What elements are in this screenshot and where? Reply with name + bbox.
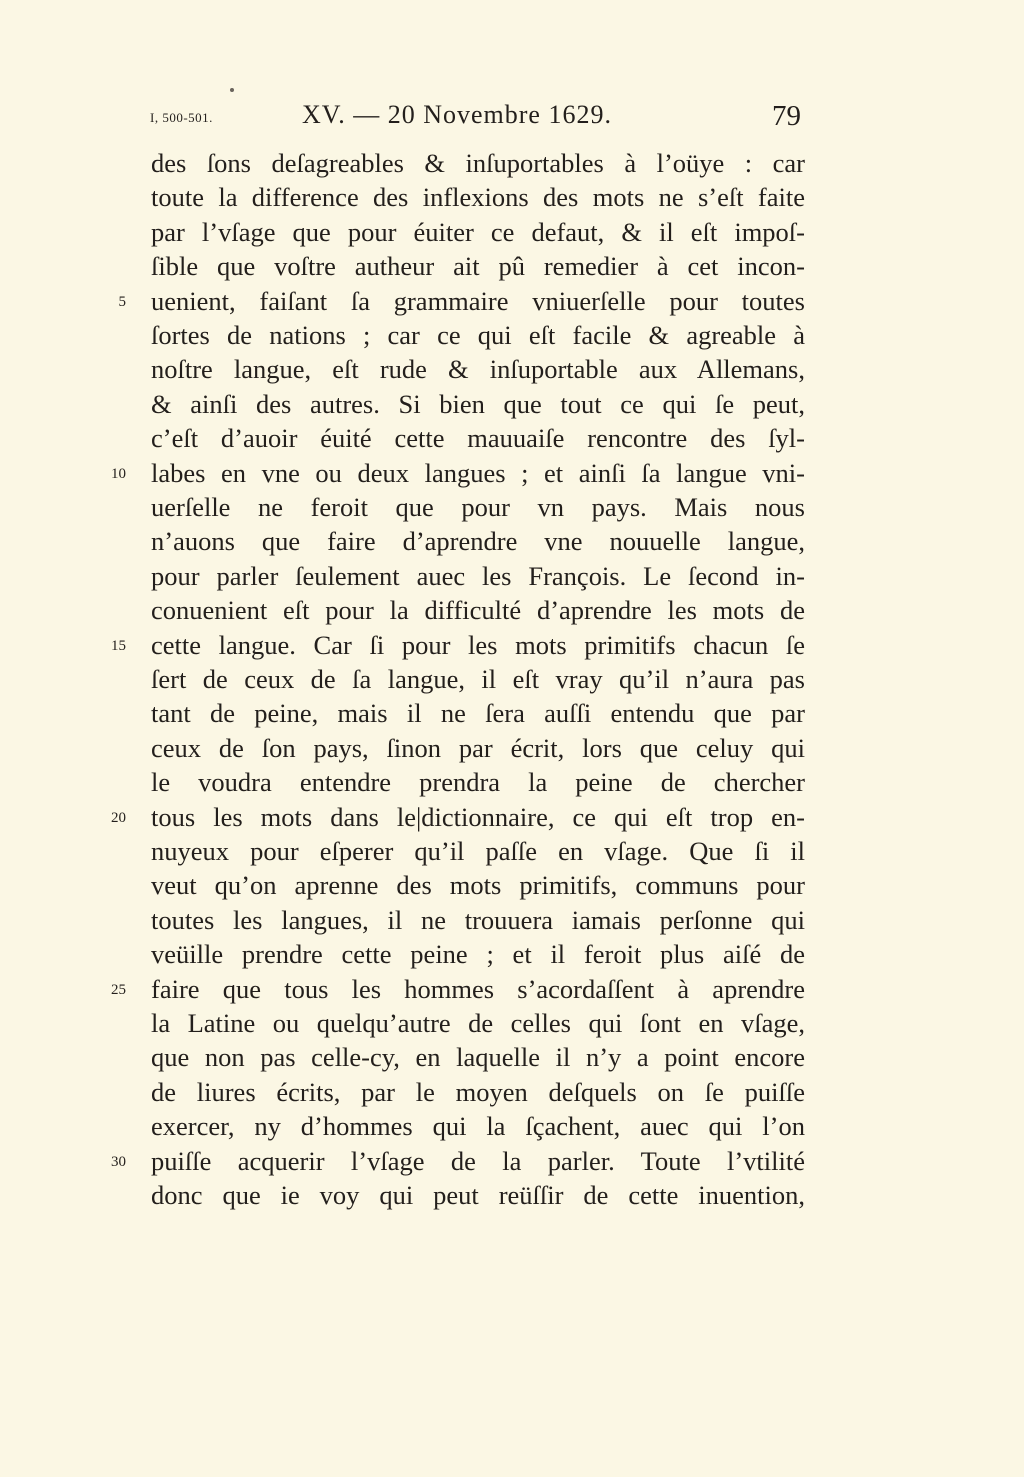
text-line: ceux de ſon pays, ſinon par écrit, lors que celuy qui (151, 732, 805, 763)
line-number: 15 (111, 637, 126, 654)
text-line: que non pas celle-cy, en laquelle il n’y a point encore (151, 1042, 805, 1073)
text-line: de liures écrits, par le moyen deſquels on ſe puiſſe (151, 1076, 805, 1107)
text-line: ſortes de nations ; car ce qui eſt facile & agreable à (151, 320, 805, 350)
running-header (0, 98, 1024, 142)
text-line: faire que tous les hommes s’acordaſſent à aprendre (151, 973, 805, 1004)
letter-title: XV. — 20 Novembre 1629. (302, 100, 612, 129)
ink-dot (230, 88, 234, 92)
text-line: uenient, faiſant ſa grammaire vniuerſelle pour toutes (151, 285, 805, 316)
text-line: le voudra entendre prendra la peine de chercher (151, 767, 805, 798)
text-line: uerſelle ne feroit que pour vn pays. Mais nous (151, 492, 805, 522)
text-line: nuyeux pour eſperer qu’il paſſe en vſage. Que ſi il (151, 836, 805, 866)
text-line: tant de peine, mais il ne ſera auſſi entendu que par (151, 698, 805, 729)
text-line: ſert de ceux de ſa langue, il eſt vray qu’il n’aura pas (151, 664, 805, 694)
text-line: veut qu’on aprenne des mots primitifs, communs pour (151, 870, 805, 901)
text-line: des ſons deſagreables & inſuportables à l’oüye : car (151, 148, 805, 178)
text-line: ſible que voſtre autheur ait pû remedier à cet incon- (151, 251, 805, 282)
text-line: veüille prendre cette peine ; et il feroit plus aiſé de (151, 939, 805, 970)
text-line: cette langue. Car ſi pour les mots primitifs chacun ſe (151, 629, 805, 660)
text-line: noſtre langue, eſt rude & inſuportable aux Allemans, (151, 354, 805, 385)
line-number: 30 (111, 1153, 126, 1170)
text-line: conuenient eſt pour la difficulté d’aprendre les mots de (151, 595, 805, 626)
text-line: exercer, ny d’hommes qui la ſçachent, auec qui l’on (151, 1111, 805, 1142)
text-line: toute la difference des inflexions des mots ne s’eſt faite (151, 182, 805, 213)
line-number: 20 (111, 809, 126, 826)
text-line: pour parler ſeulement auec les François. Le ſecond in- (151, 560, 805, 591)
line-number: 25 (111, 981, 126, 998)
line-number: 10 (111, 465, 126, 482)
text-line: par l’vſage que pour éuiter ce defaut, & il eſt impoſ- (151, 216, 805, 247)
line-number: 5 (118, 293, 126, 310)
text-line: & ainſi des autres. Si bien que tout ce qui ſe peut, (151, 388, 805, 419)
text-line: labes en vne ou deux langues ; et ainſi ſa langue vni- (151, 457, 805, 488)
page-number: 79 (772, 100, 801, 132)
text-line: donc que ie voy qui peut reüſſir de cette inuention, (151, 1180, 805, 1210)
text-line: toutes les langues, il ne trouuera iamais perſonne qui (151, 904, 805, 935)
text-line: puiſſe acquerir l’vſage de la parler. Toute l’vtilité (151, 1145, 805, 1176)
text-line: c’eſt d’auoir éuité cette mauuaiſe rencontre des ſyl- (151, 423, 805, 454)
page-reference: I, 500-501. (150, 110, 213, 125)
text-line: la Latine ou quelqu’autre de celles qui ſont en vſage, (151, 1008, 805, 1038)
text-line: tous les mots dans le|dictionnaire, ce qui eſt trop en- (151, 801, 805, 832)
text-line: n’auons que faire d’aprendre vne nouuelle langue, (151, 526, 805, 557)
